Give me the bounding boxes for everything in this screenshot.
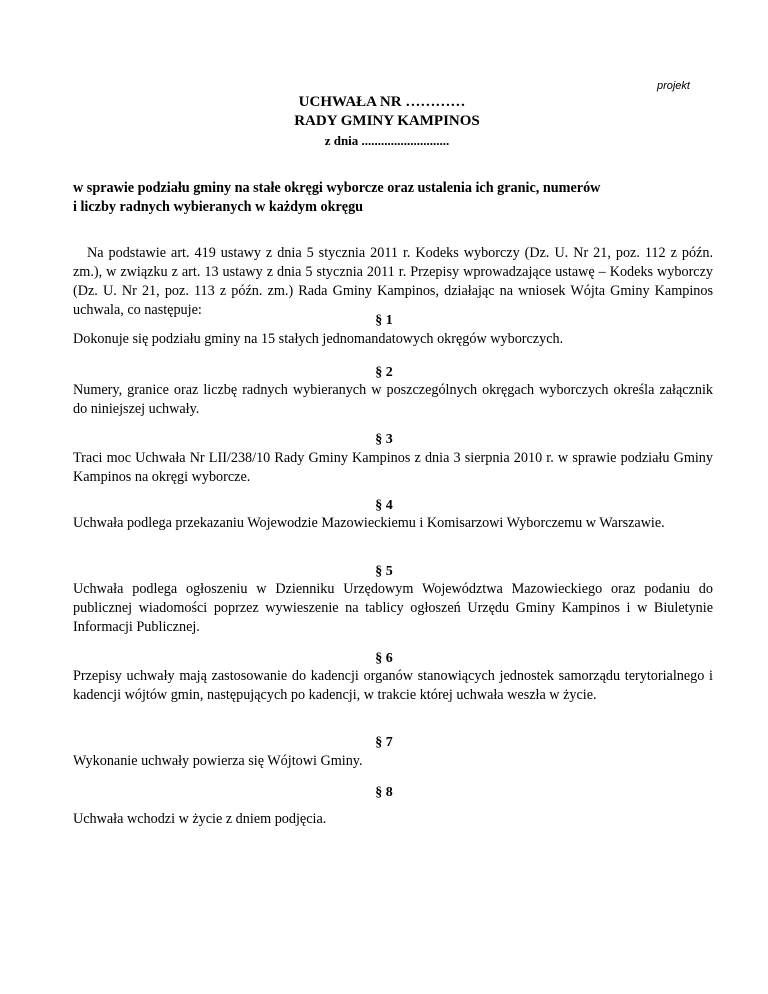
preamble: Na podstawie art. 419 ustawy z dnia 5 stycznia 2011 r. Kodeks wyborczy (Dz. U. Nr 21, poz. 112 z późn. zm.), w związku z art. 13 ustawy z dnia 5 stycznia 2011 r. Przepisy wprowadzające ustawę – Kodeks wyborczy (Dz. U. Nr 21, poz. 113 z późn. zm.) Rada Gminy Kampinos, działając na wniosek Wójta Gminy Kampinos uchwala, co następuje:: [73, 245, 713, 318]
section-text: Wykonanie uchwały powierza się Wójtowi Gminy.: [73, 753, 363, 769]
section-mark: § 3: [375, 432, 393, 447]
section-text: Dokonuje się podziału gminy na 15 stałych jednomandatowych okręgów wyborczych.: [73, 331, 564, 347]
section-mark: § 5: [375, 564, 393, 579]
resolution-subject: [73, 179, 713, 217]
section-mark: § 1: [375, 313, 393, 328]
section-text: Przepisy uchwały mają zastosowanie do kadencji organów stanowiących jednostek samorządu terytorialnego i kadencji wójtów gmin, następujących po kadencji, w trakcie której uchwała weszła w życie.: [73, 668, 713, 703]
section-mark: § 2: [375, 365, 393, 380]
section-text: Uchwała wchodzi w życie z dniem podjęcia.: [73, 811, 327, 827]
resolution-date: z dnia ...........................: [324, 133, 450, 148]
section-mark: § 7: [375, 735, 393, 750]
section-mark: § 8: [375, 785, 393, 800]
section-mark: § 4: [375, 498, 393, 513]
subject-line-1: w sprawie podziału gminy na stałe okręgi wyborcze oraz ustalenia ich granic, numerów: [73, 180, 601, 196]
section-text: Numery, granice oraz liczbę radnych wybieranych w poszczególnych okręgach wyborczych określa załącznik do niniejszej uchwały.: [73, 382, 713, 417]
section-text: Traci moc Uchwała Nr LII/238/10 Rady Gminy Kampinos z dnia 3 sierpnia 2010 r. w sprawie podziału Gminy Kampinos na okręgi wyborcze.: [73, 450, 713, 485]
status-label: projekt: [656, 80, 690, 92]
section-mark: § 6: [375, 651, 393, 666]
document-header: [0, 93, 768, 150]
subject-line-2: i liczby radnych wybieranych w każdym okręgu: [73, 199, 364, 215]
resolution-title: UCHWAŁA NR …………: [298, 94, 466, 110]
section-text: Uchwała podlega ogłoszeniu w Dzienniku Urzędowym Województwa Mazowieckiego oraz podaniu do publicznej wiadomości poprzez wywieszenie na tablicy ogłoszeń Urzędu Gminy Kampinos i w Biuletynie Informacji Publicznej.: [73, 581, 713, 635]
council-name: RADY GMINY KAMPINOS: [294, 113, 480, 129]
section-text: Uchwała podlega przekazaniu Wojewodzie Mazowieckiemu i Komisarzowi Wyborczemu w Warszawie.: [73, 515, 665, 531]
